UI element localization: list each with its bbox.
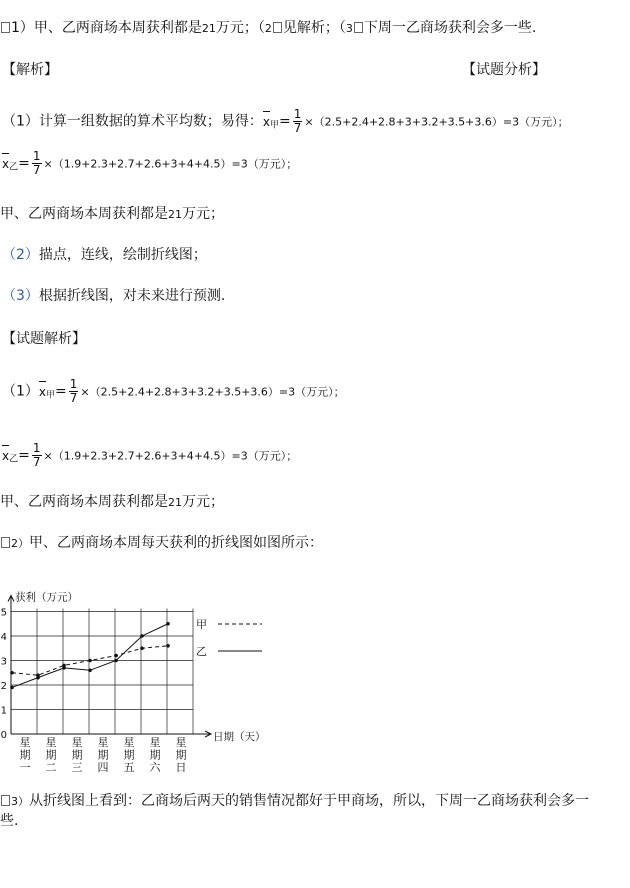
analysis-line-3: 甲、乙两商场本周获利都是21万元； (0, 206, 224, 222)
fraction: $\frac{1}{7}$ (293, 107, 302, 135)
analysis-line-2: $x_乙=$ $\frac{1}{7}$ ×（1.9+2.3+2.7+2.6+3+4+4.5）=3（万元）； (2, 149, 298, 177)
x-tick-label: 星 (123, 736, 135, 749)
missing-glyph-icon (354, 22, 363, 33)
legend-label: 甲 (196, 618, 207, 631)
legend-label: 乙 (196, 645, 207, 658)
x-tick-label: 一 (19, 761, 31, 774)
line-chart (0, 578, 300, 783)
x-axis-label: 日期（天） (213, 731, 266, 743)
fraction: $\frac{1}{7}$ (32, 149, 41, 177)
data-point (140, 646, 144, 650)
fraction: $\frac{1}{7}$ (32, 441, 41, 469)
x-tick-label: 五 (123, 761, 135, 774)
y-tick-label: 1 (0, 705, 7, 717)
x-tick-label: 期 (175, 748, 187, 762)
y-tick-label: 5 (0, 607, 7, 619)
missing-glyph-icon (273, 22, 282, 33)
heading-shiti-jiexi: 【试题解析】 (2, 331, 86, 347)
heading-fenxi: 【试题分析】 (462, 62, 546, 78)
x-tick-label: 星 (149, 736, 161, 749)
x-tick-label: 期 (97, 748, 109, 762)
x-tick-label: 星 (19, 736, 31, 749)
solution-line-4: 2）甲、乙两商场本周每天获利的折线图如图所示： (0, 534, 323, 553)
y-axis-label: 获利（万元） (15, 591, 78, 604)
data-point (10, 671, 14, 675)
data-point (88, 669, 92, 673)
x-tick-label: 期 (19, 748, 31, 762)
y-tick-label: 0 (0, 730, 7, 741)
x-tick-label: 二 (45, 761, 57, 774)
x-tick-label: 星 (45, 736, 57, 749)
data-point (140, 634, 144, 638)
data-point (36, 676, 40, 680)
solution-line-2: $x_乙=$ $\frac{1}{7}$ ×（1.9+2.3+2.7+2.6+3+4+4.5）=3（万元）； (2, 441, 298, 469)
x-tick-label: 三 (71, 761, 83, 774)
analysis-line-1: （1）计算一组数据的算术平均数；易得：$x_甲=$ $\frac{1}{7}$ ×（2.5+2.4+2.8+3+3.2+3.5+3.6）=3（万元）； (2, 107, 569, 135)
data-point (62, 666, 66, 670)
solution-line-5-cont: 些. (0, 813, 19, 829)
missing-glyph-icon (1, 537, 10, 548)
solution-line-1: $(1)x_甲=$ $\frac{1}{7}$ ×（2.5+2.4+2.8+3+3.2+3.5+3.6）=3（万元）； (2, 377, 345, 405)
x-tick-label: 六 (149, 761, 161, 774)
answer-line: 1）甲、乙两商场本周获利都是21万元；（2 见解析；（3 下周一乙商场获利会多一些. (0, 19, 536, 38)
data-point (166, 622, 170, 626)
y-tick-label: 2 (0, 681, 7, 692)
fraction: $\frac{1}{7}$ (69, 377, 78, 405)
y-tick-label: 4 (0, 632, 7, 643)
x-tick-label: 日 (175, 761, 187, 774)
analysis-line-5: （3）根据折线图，对未来进行预测. (2, 288, 226, 304)
x-tick-label: 期 (45, 748, 57, 762)
analysis-line-4: （2）描点，连线，绘制折线图； (2, 247, 207, 263)
missing-glyph-icon (1, 795, 10, 806)
series-line-2 (12, 624, 168, 688)
x-tick-label: 星 (71, 736, 83, 749)
data-point (166, 644, 170, 648)
x-tick-label: 期 (149, 748, 161, 762)
data-point (114, 654, 118, 658)
data-point (88, 659, 92, 663)
data-point (114, 659, 118, 663)
heading-jiexi: 【解析】 (2, 62, 58, 78)
solution-line-3: 甲、乙两商场本周获利都是21万元； (0, 494, 224, 510)
x-tick-label: 期 (123, 748, 135, 762)
missing-glyph-icon (1, 22, 10, 33)
x-tick-label: 星 (175, 736, 187, 749)
x-tick-label: 四 (97, 761, 109, 774)
y-tick-label: 3 (0, 656, 7, 668)
x-tick-label: 星 (97, 736, 109, 749)
x-tick-label: 期 (71, 748, 83, 762)
solution-line-5: 3）从折线图上看到：乙商场后两天的销售情况都好于甲商场，所以，下周一乙商场获利会多一 (0, 792, 589, 811)
data-point (10, 686, 14, 690)
